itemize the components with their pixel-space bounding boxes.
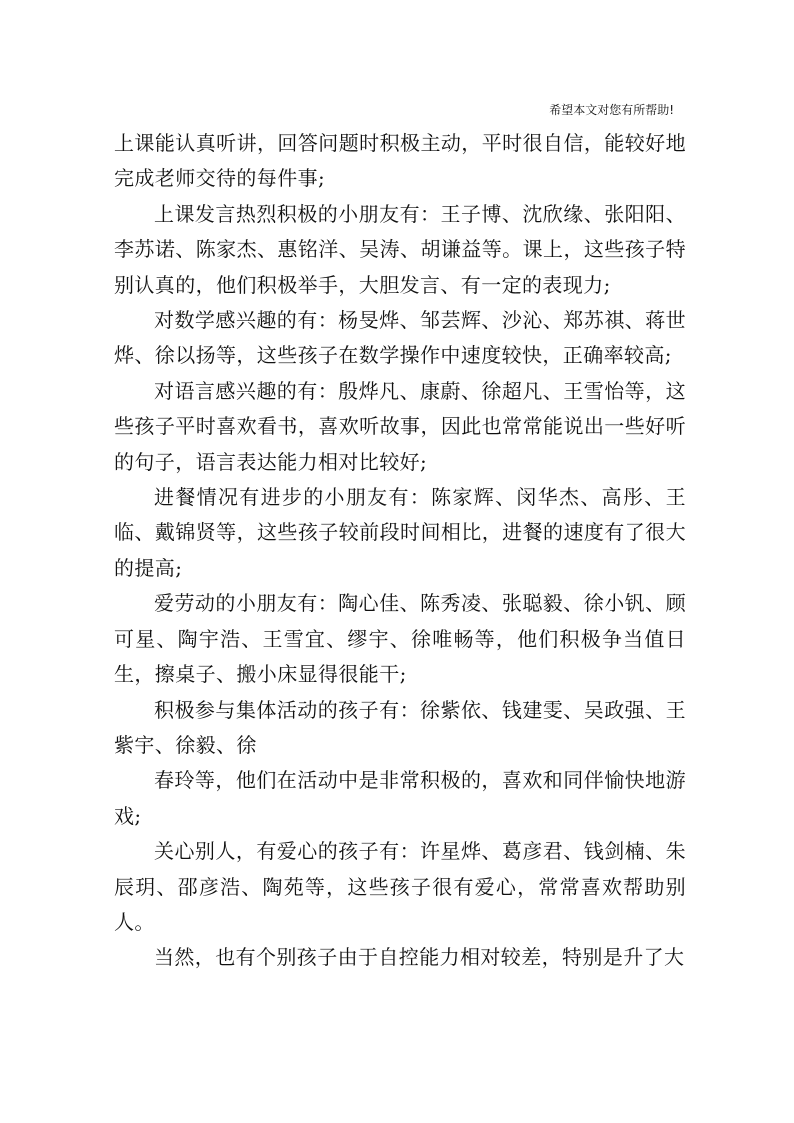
header-note: 希望本文对您有所帮助! (549, 103, 674, 117)
paragraph: 春玲等，他们在活动中是非常积极的，喜欢和同伴愉快地游戏; (114, 768, 686, 828)
paragraph: 进餐情况有进步的小朋友有：陈家辉、闵华杰、高彤、王临、戴锦贤等，这些孩子较前段时间相比，进餐的速度有了很大的提高; (114, 485, 686, 580)
paragraph: 关心别人，有爱心的孩子有：许星烨、葛彦君、钱剑楠、朱辰玥、邵彦浩、陶苑等，这些孩子很有爱心，常常喜欢帮助别人。 (114, 839, 686, 934)
document-body (114, 126, 686, 976)
paragraph: 对语言感兴趣的有：殷烨凡、康蔚、徐超凡、王雪怡等，这些孩子平时喜欢看书，喜欢听故事，因此也常常能说出一些好听的句子，语言表达能力相对比较好; (114, 378, 686, 474)
paragraph: 上课能认真听讲，回答问题时积极主动，平时很自信，能较好地完成老师交待的每件事; (114, 131, 686, 191)
paragraph: 爱劳动的小朋友有：陶心佳、陈秀凌、张聪毅、徐小钒、顾可星、陶宇浩、王雪宜、缪宇、徐唯畅等，他们积极争当值日生，擦桌子、搬小床显得很能干; (114, 591, 686, 687)
paragraph: 对数学感兴趣的有：杨旻烨、邹芸辉、沙沁、郑苏祺、蒋世烨、徐以扬等，这些孩子在数学操作中速度较快，正确率较高; (114, 308, 686, 368)
paragraph: 上课发言热烈积极的小朋友有：王子博、沈欣缘、张阳阳、李苏诺、陈家杰、惠铭洋、吴涛、胡谦益等。课上，这些孩子特别认真的，他们积极举手，大胆发言、有一定的表现力; (114, 201, 686, 297)
paragraph: 当然，也有个别孩子由于自控能力相对较差，特别是升了大 (154, 945, 685, 970)
paragraph: 积极参与集体活动的孩子有：徐紫依、钱建雯、吴政强、王紫宇、徐毅、徐 (114, 697, 686, 757)
